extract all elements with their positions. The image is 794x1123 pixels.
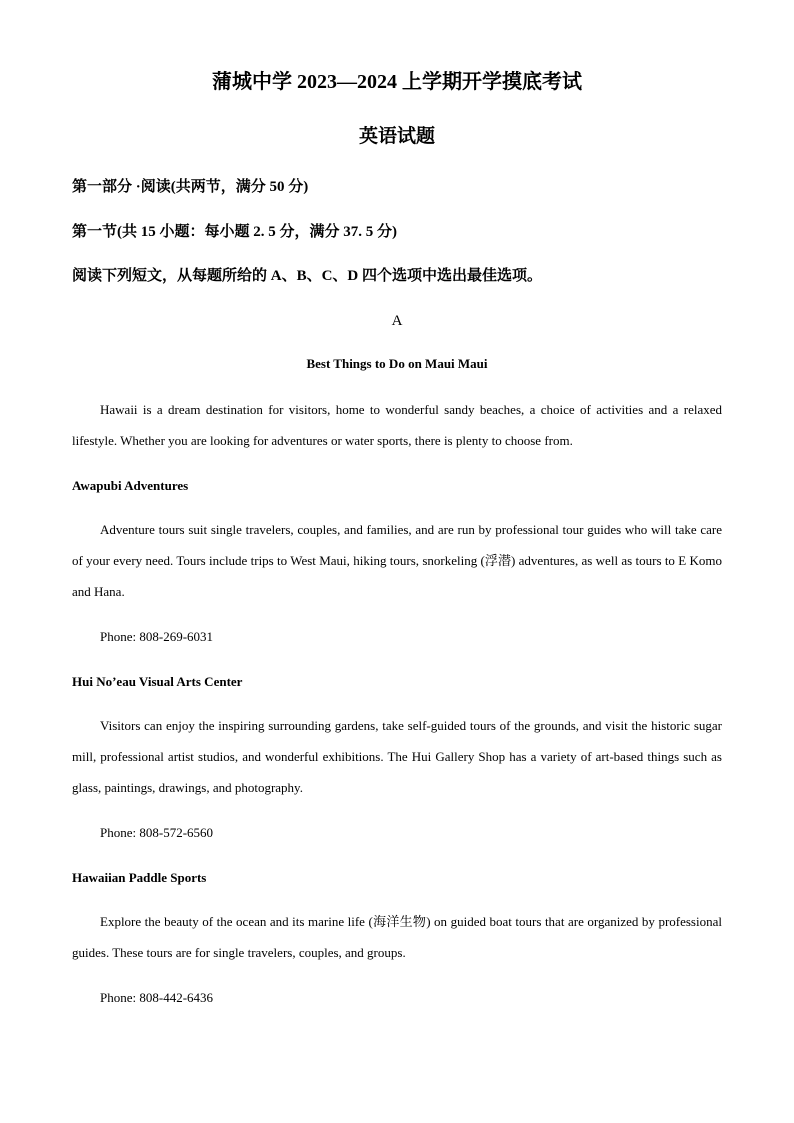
exam-subtitle: 英语试题 [358, 126, 435, 147]
entry-2-name: Hui No’eau Visual Arts Center [72, 674, 243, 689]
part-heading: 第一部分 ·阅读(共两节，满分 50 分) [72, 179, 309, 195]
entry-1-phone: Phone: 808-269-6031 [100, 629, 214, 644]
passage-intro: Hawaii is a dream destination for visitors, home to wonderful sandy beaches, a choice of activities and a relaxed lifestyle. Whether you are looking for adventures or water sports, there is plenty to choose from. [72, 402, 722, 448]
entry-1-description: Adventure tours suit single travelers, couples, and families, and are run by professional tour guides who will take care of your every need. Tours include trips to West Maui, hiking tours, snorkeling (浮潜) adventures, as well as tours to E Komo and Hana. [72, 522, 722, 599]
entry-2-description: Visitors can enjoy the inspiring surrounding gardens, take self-guided tours of the grounds, and visit the historic sugar mill, professional artist studios, and wonderful exhibitions. The Hui Gallery Shop has a variety of art-based things such as glass, paintings, drawings, and photography. [72, 718, 722, 795]
directions-text: 阅读下列短文，从每题所给的 A、B、C、D 四个选项中选出最佳选项。 [72, 268, 543, 284]
entry-3-phone: Phone: 808-442-6436 [100, 990, 214, 1005]
passage-title: Best Things to Do on Maui Maui [306, 356, 488, 371]
section-heading: 第一节(共 15 小题：每小题 2. 5 分，满分 37. 5 分) [72, 224, 397, 240]
entry-1-name: Awapubi Adventures [72, 478, 189, 493]
exam-title: 蒲城中学 2023—2024 上学期开学摸底考试 [212, 71, 582, 93]
entry-2-phone: Phone: 808-572-6560 [100, 825, 214, 840]
entry-3-name: Hawaiian Paddle Sports [72, 870, 207, 885]
passage-letter: A [391, 313, 403, 329]
entry-3-description: Explore the beauty of the ocean and its marine life (海洋生物) on guided boat tours that are organized by professional guides. These tours are for single travelers, couples, and groups. [72, 914, 722, 960]
